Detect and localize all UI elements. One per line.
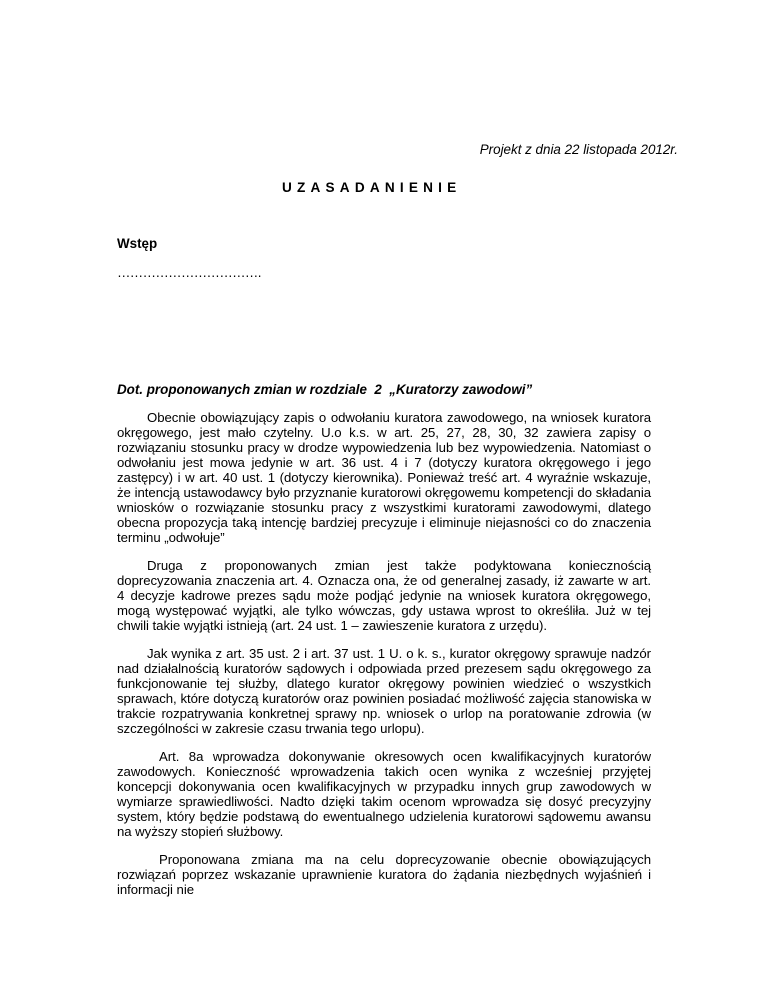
paragraph-5: Proponowana zmiana ma na celu doprecyzowanie obecnie obowiązujących rozwiązań poprzez wskazanie uprawnienie kuratora do żądania niezbędnych wyjaśnień i informacji nie [117,852,651,897]
paragraph-3: Jak wynika z art. 35 ust. 2 i art. 37 ust. 1 U. o k. s., kurator okręgowy sprawuje nadzór nad działalnością kuratorów sądowych i odpowiada przed prezesem sądu okręgowego za funkcjonowanie tej służby, dlatego kurator okręgowy powinien wiedzieć o wszystkich sprawach, które dotyczą kuratorów oraz powinien posiadać możliwość zajęcia stanowiska w trakcie rozpatrywania konkretnej sprawy np. wniosek o urlop na poratowanie zdrowia (w szczególności w zakresie czasu trwania tego urlopu). [117,646,651,736]
paragraph-2: Druga z proponowanych zmian jest także podyktowana koniecznością doprecyzowania znaczenia art. 4. Oznacza ona, że od generalnej zasady, iż zawarte w art. 4 decyzje kadrowe prezes sądu może podjąć jedynie na wniosek kuratora okręgowego, mogą występować wyjątki, ale tylko wówczas, gdy ustawa wprost to określiła. Już w tej chwili takie wyjątki istnieją (art. 24 ust. 1 – zawieszenie kuratora z urzędu). [117,558,651,633]
section-heading: Dot. proponowanych zmian w rozdziale 2 „Kuratorzy zawodowi” [117,382,533,397]
project-date: Projekt z dnia 22 listopada 2012r. [479,142,678,157]
intro-heading: Wstęp [117,236,158,251]
section-body [117,410,651,910]
paragraph-4: Art. 8a wprowadza dokonywanie okresowych ocen kwalifikacyjnych kuratorów zawodowych. Konieczność wprowadzenia takich ocen wynika z wcześniej przyjętej koncepcji dokonywania ocen kwalifikacyjnych w przypadku innych grup zawodowych w wymiarze sprawiedliwości. Nadto dzięki takim ocenom wprowadza się dosyć precyzyjny system, który będzie podstawą do ewentualnego udzielenia kuratorowi sądowemu awansu na wyższy stopień służbowy. [117,749,651,839]
document-title: UZASADANIENIE [282,180,462,195]
paragraph-1: Obecnie obowiązujący zapis o odwołaniu kuratora zawodowego, na wniosek kuratora okręgowego, jest mało czytelny. U.o k.s. w art. 25, 27, 28, 30, 32 zawiera zapisy o rozwiązaniu stosunku pracy w drodze wypowiedzenia lub bez wypowiedzenia. Natomiast o odwołaniu jest mowa jedynie w art. 36 ust. 4 i 7 (dotyczy kuratora okręgowego i jego zastępcy) i w art. 40 ust. 1 (dotyczy kierownika). Ponieważ treść art. 4 wyraźnie wskazuje, że intencją ustawodawcy było przyznanie kuratorowi okręgowemu kompetencji do składania wniosków o rozwiązanie stosunku pracy z wszystkimi kuratorami zawodowymi, dlatego obecna propozycja taką intencję bardziej precyzuje i eliminuje niejasności co do znaczenia terminu „odwołuje” [117,410,651,545]
intro-placeholder: ……………………………. [117,265,261,280]
